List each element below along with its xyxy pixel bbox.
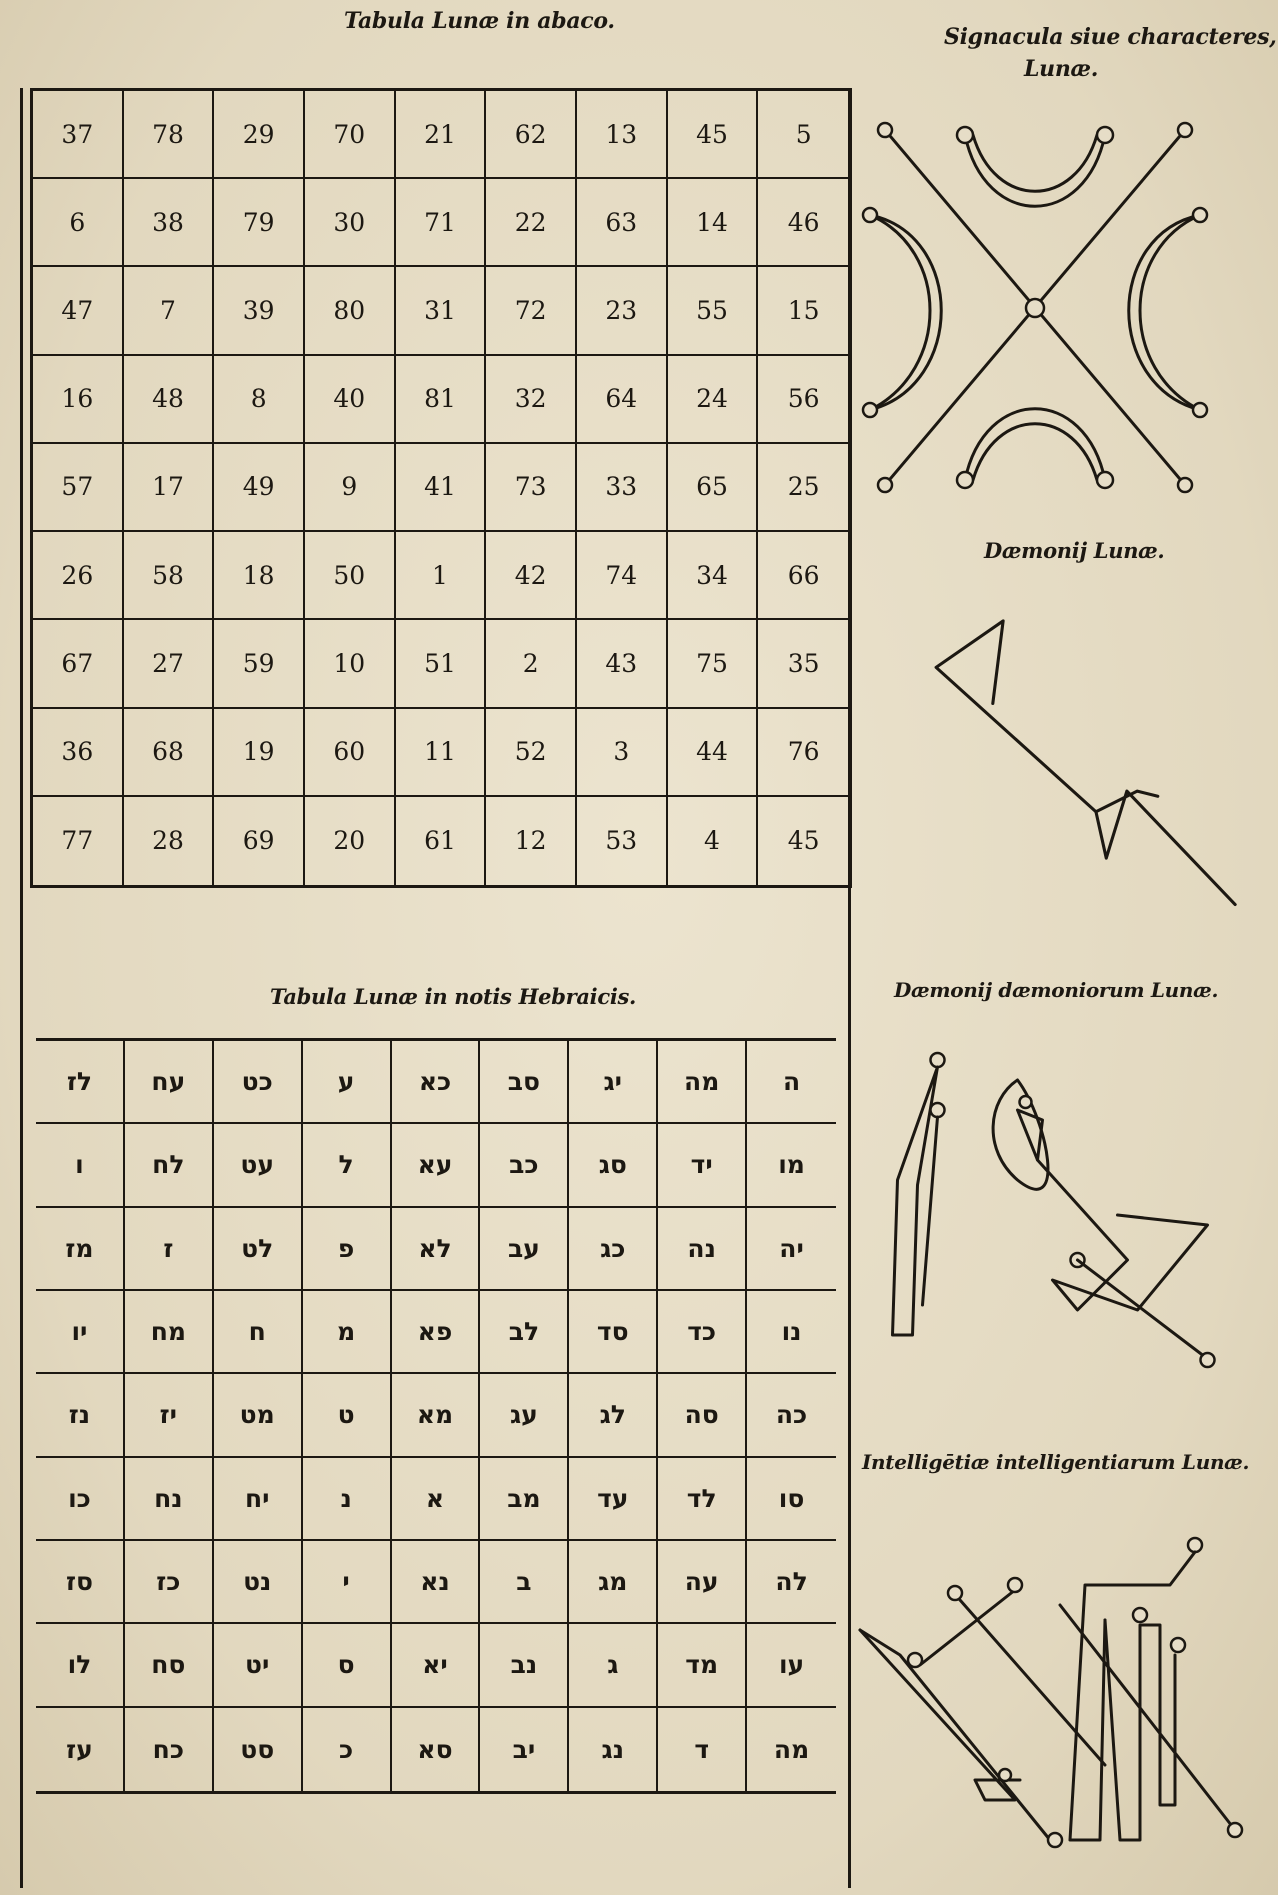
hebrew-numeral-cell: נה xyxy=(658,1208,747,1291)
number-cell: 74 xyxy=(577,532,668,620)
number-cell: 3 xyxy=(577,709,668,797)
number-cell: 47 xyxy=(33,267,124,355)
hebrew-numeral-cell: לא xyxy=(392,1208,481,1291)
hebrew-numeral-cell: ד xyxy=(658,1708,747,1791)
hebrew-numeral-cell: כט xyxy=(214,1041,303,1124)
hebrew-numeral-cell: מ xyxy=(303,1291,392,1374)
number-cell: 36 xyxy=(33,709,124,797)
number-cell: 38 xyxy=(124,179,215,267)
hebrew-numeral-cell: לג xyxy=(569,1374,658,1457)
number-cell: 63 xyxy=(577,179,668,267)
number-cell: 61 xyxy=(396,797,487,885)
hebrew-numeral-cell: ט xyxy=(303,1374,392,1457)
left-frame-rule xyxy=(20,88,23,1888)
number-cell: 29 xyxy=(214,91,305,179)
number-cell: 64 xyxy=(577,356,668,444)
number-cell: 26 xyxy=(33,532,124,620)
moon-daemon-sigil xyxy=(900,590,1230,920)
number-cell: 39 xyxy=(214,267,305,355)
hebrew-numeral-cell: סו xyxy=(747,1458,836,1541)
hebrew-numeral-cell: יג xyxy=(569,1041,658,1124)
number-cell: 60 xyxy=(305,709,396,797)
hebrew-numeral-cell: יט xyxy=(214,1624,303,1707)
hebrew-numeral-cell: עג xyxy=(480,1374,569,1457)
hebrew-numeral-cell: נט xyxy=(214,1541,303,1624)
number-cell: 45 xyxy=(787,826,820,856)
number-cell: 17 xyxy=(124,444,215,532)
number-cell: 4 xyxy=(668,797,759,885)
hebrew-numeral-cell: ח xyxy=(214,1291,303,1374)
number-cell: 69 xyxy=(214,797,305,885)
hebrew-numeral-cell: כג xyxy=(569,1208,658,1291)
number-cell: 41 xyxy=(396,444,487,532)
number-cell: 28 xyxy=(124,797,215,885)
hebrew-numeral-cell: ג xyxy=(569,1624,658,1707)
hebrew-numeral-cell: כ xyxy=(303,1708,392,1791)
number-cell: 73 xyxy=(486,444,577,532)
number-cell: 65 xyxy=(668,444,759,532)
number-cell: 58 xyxy=(124,532,215,620)
number-cell: 55 xyxy=(668,267,759,355)
hebrew-numeral-cell: סח xyxy=(125,1624,214,1707)
daemonii-title: Dæmonij Lunæ. xyxy=(984,538,1165,563)
number-cell: 34 xyxy=(668,532,759,620)
hebrew-numeral-cell: כח xyxy=(125,1708,214,1791)
hebrew-numeral-cell: עה xyxy=(658,1541,747,1624)
hebrew-numeral-cell: ו xyxy=(36,1124,125,1207)
hebrew-numeral-cell: מה xyxy=(773,1734,810,1764)
hebrew-numeral-cell: מד xyxy=(658,1624,747,1707)
number-cell: 75 xyxy=(668,620,759,708)
hebrew-numeral-cell: סב xyxy=(480,1041,569,1124)
hebrew-numeral-cell: עד xyxy=(569,1458,658,1541)
number-cell: 27 xyxy=(124,620,215,708)
hebrew-numeral-cell: כה xyxy=(747,1374,836,1457)
hebrew-numeral-cell: ה xyxy=(747,1041,836,1124)
number-cell: 21 xyxy=(396,91,487,179)
hebrew-numeral-cell: נא xyxy=(392,1541,481,1624)
hebrew-numeral-cell: מב xyxy=(480,1458,569,1541)
moon-number-square xyxy=(30,88,852,888)
number-cell: 49 xyxy=(214,444,305,532)
number-cell: 5 xyxy=(758,91,849,179)
number-cell: 35 xyxy=(758,620,849,708)
signacula-title: Signacula siue characteres, xyxy=(944,24,1277,50)
number-cell: 59 xyxy=(214,620,305,708)
number-cell: 19 xyxy=(214,709,305,797)
number-cell: 30 xyxy=(305,179,396,267)
hebrew-numeral-cell: כא xyxy=(392,1041,481,1124)
number-cell: 42 xyxy=(486,532,577,620)
hebrew-numeral-cell: יד xyxy=(658,1124,747,1207)
hebrew-numeral-cell: סז xyxy=(36,1541,125,1624)
daemonii-daemoniorum-title: Dæmonij dæmoniorum Lunæ. xyxy=(894,978,1219,1002)
number-cell: 2 xyxy=(486,620,577,708)
number-cell: 22 xyxy=(486,179,577,267)
hebrew-numeral-cell: סד xyxy=(569,1291,658,1374)
number-cell: 72 xyxy=(486,267,577,355)
number-cell: 76 xyxy=(758,709,849,797)
hebrew-numeral-cell: עב xyxy=(480,1208,569,1291)
hebrew-numeral-cell: נח xyxy=(125,1458,214,1541)
hebrew-numeral-cell: כד xyxy=(658,1291,747,1374)
hebrew-numeral-cell: נ xyxy=(303,1458,392,1541)
hebrew-numeral-cell: ב xyxy=(480,1541,569,1624)
number-cell: 12 xyxy=(486,797,577,885)
number-cell: 24 xyxy=(668,356,759,444)
hebrew-numeral-cell: לו xyxy=(36,1624,125,1707)
number-cell: 8 xyxy=(214,356,305,444)
moon-hebrew-square xyxy=(36,1038,836,1794)
number-cell: 56 xyxy=(758,356,849,444)
number-cell: 48 xyxy=(124,356,215,444)
number-cell: 14 xyxy=(668,179,759,267)
number-cell: 20 xyxy=(305,797,396,885)
number-cell: 53 xyxy=(577,797,668,885)
hebrew-numeral-cell: לט xyxy=(214,1208,303,1291)
daemon-of-daemons-sigil xyxy=(875,1050,1220,1370)
number-cell: 32 xyxy=(486,356,577,444)
signacula-subtitle: Lunæ. xyxy=(1024,56,1099,82)
hebrew-numeral-cell: לח xyxy=(125,1124,214,1207)
number-cell: 7 xyxy=(124,267,215,355)
hebrew-numeral-cell: כו xyxy=(36,1458,125,1541)
number-cell: 31 xyxy=(396,267,487,355)
number-cell: 46 xyxy=(758,179,849,267)
hebrew-numeral-cell: מג xyxy=(569,1541,658,1624)
hebrew-numeral-cell: נב xyxy=(480,1624,569,1707)
number-cell: 67 xyxy=(33,620,124,708)
hebrew-numeral-cell: מט xyxy=(214,1374,303,1457)
hebrew-numeral-cell: עט xyxy=(214,1124,303,1207)
number-cell: 33 xyxy=(577,444,668,532)
hebrew-numeral-cell: יב xyxy=(480,1708,569,1791)
number-cell: 18 xyxy=(214,532,305,620)
number-cell: 9 xyxy=(305,444,396,532)
number-cell: 71 xyxy=(396,179,487,267)
hebrew-numeral-cell: מא xyxy=(392,1374,481,1457)
hebrew-numeral-cell: ל xyxy=(303,1124,392,1207)
number-cell: 45 xyxy=(668,91,759,179)
hebrew-numeral-cell: א xyxy=(392,1458,481,1541)
hebrew-numeral-cell: לז xyxy=(36,1041,125,1124)
number-cell: 43 xyxy=(577,620,668,708)
number-cell: 16 xyxy=(33,356,124,444)
hebrew-numeral-cell: פ xyxy=(303,1208,392,1291)
hebrew-numeral-cell: י xyxy=(303,1541,392,1624)
number-cell: 6 xyxy=(33,179,124,267)
number-cell: 23 xyxy=(577,267,668,355)
number-cell: 57 xyxy=(33,444,124,532)
hebrew-numeral-cell: כב xyxy=(480,1124,569,1207)
hebrew-numeral-cell: לד xyxy=(658,1458,747,1541)
number-cell: 68 xyxy=(124,709,215,797)
number-cell: 80 xyxy=(305,267,396,355)
hebrew-numeral-cell: מח xyxy=(125,1291,214,1374)
hebrew-numeral-cell: ס xyxy=(303,1624,392,1707)
hebraicis-table-title: Tabula Lunæ in notis Hebraicis. xyxy=(270,984,637,1009)
hebrew-numeral-cell: סה xyxy=(658,1374,747,1457)
number-cell: 51 xyxy=(396,620,487,708)
number-cell: 78 xyxy=(124,91,215,179)
number-cell: 37 xyxy=(33,91,124,179)
hebrew-numeral-cell: ע xyxy=(303,1041,392,1124)
number-cell: 52 xyxy=(486,709,577,797)
abaco-table-title: Tabula Lunæ in abaco. xyxy=(344,8,615,34)
hebrew-numeral-cell: יה xyxy=(747,1208,836,1291)
hebrew-numeral-cell: יא xyxy=(392,1624,481,1707)
number-cell: 70 xyxy=(305,91,396,179)
number-cell: 15 xyxy=(758,267,849,355)
hebrew-numeral-cell: ז xyxy=(125,1208,214,1291)
hebrew-numeral-cell: יח xyxy=(214,1458,303,1541)
hebrew-numeral-cell: לב xyxy=(480,1291,569,1374)
hebrew-numeral-cell: נז xyxy=(36,1374,125,1457)
hebrew-numeral-cell: נו xyxy=(747,1291,836,1374)
hebrew-numeral-cell: מו xyxy=(747,1124,836,1207)
hebrew-numeral-cell: עז xyxy=(36,1708,125,1791)
number-cell: 10 xyxy=(305,620,396,708)
number-cell: 66 xyxy=(758,532,849,620)
number-cell: 77 xyxy=(33,797,124,885)
number-cell: 13 xyxy=(577,91,668,179)
hebrew-numeral-cell: מה xyxy=(658,1041,747,1124)
number-cell: 50 xyxy=(305,532,396,620)
moon-seal-sigil xyxy=(850,110,1260,530)
hebrew-numeral-cell: לה xyxy=(747,1541,836,1624)
number-cell: 44 xyxy=(668,709,759,797)
hebrew-numeral-cell: עח xyxy=(125,1041,214,1124)
hebrew-numeral-cell: עו xyxy=(747,1624,836,1707)
number-cell: 62 xyxy=(486,91,577,179)
hebrew-numeral-cell: יז xyxy=(125,1374,214,1457)
hebrew-numeral-cell: יו xyxy=(36,1291,125,1374)
number-cell: 40 xyxy=(305,356,396,444)
hebrew-numeral-cell: סט xyxy=(214,1708,303,1791)
intelligentiae-title: Intelligētiæ intelligentiarum Lunæ. xyxy=(862,1450,1250,1474)
number-cell: 25 xyxy=(758,444,849,532)
hebrew-numeral-cell: נג xyxy=(569,1708,658,1791)
number-cell: 11 xyxy=(396,709,487,797)
hebrew-numeral-cell: פא xyxy=(392,1291,481,1374)
hebrew-numeral-cell: סא xyxy=(392,1708,481,1791)
hebrew-numeral-cell: מז xyxy=(36,1208,125,1291)
number-cell: 81 xyxy=(396,356,487,444)
number-cell: 79 xyxy=(214,179,305,267)
hebrew-numeral-cell: עא xyxy=(392,1124,481,1207)
hebrew-numeral-cell: כז xyxy=(125,1541,214,1624)
hebrew-numeral-cell: סג xyxy=(569,1124,658,1207)
number-cell: 1 xyxy=(396,532,487,620)
intelligence-of-intelligences-sigil xyxy=(855,1535,1255,1865)
